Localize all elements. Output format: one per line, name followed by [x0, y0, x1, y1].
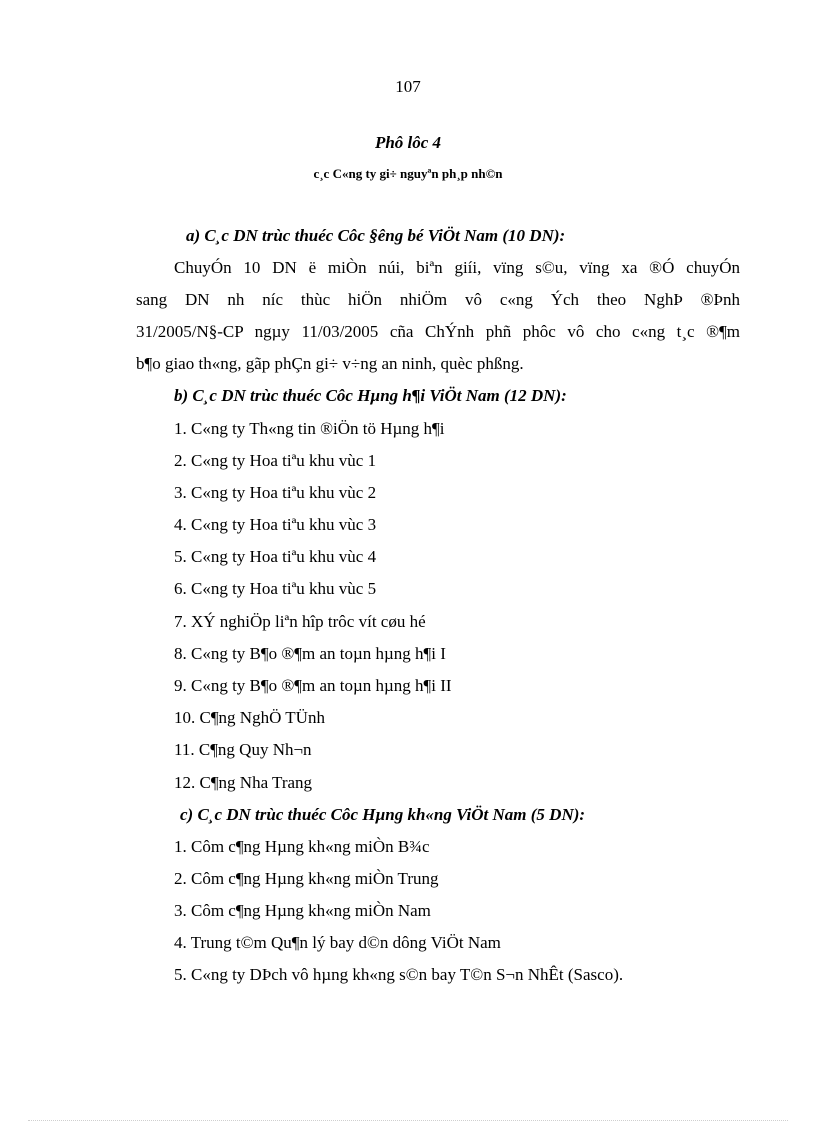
- list-item: 5. C«ng ty Hoa tiªu khu vùc 4: [174, 547, 377, 566]
- list-item: 1. Côm c¶ng Hµng kh«ng miÒn B¾c: [174, 837, 430, 856]
- list-item: 1. C«ng ty Th«ng tin ®iÖn tö Hµng h¶i: [174, 419, 445, 438]
- list-item: 9. C«ng ty B¶o ®¶m an toµn hµng h¶i II: [174, 676, 452, 695]
- section-c-heading: c) C¸c DN trùc thuéc Côc Hµng kh«ng ViÖt Nam (5 DN):: [180, 805, 586, 824]
- list-item: 4. C«ng ty Hoa tiªu khu vùc 3: [174, 515, 377, 534]
- list-item: 12. C¶ng Nha Trang: [174, 773, 313, 792]
- list-item: 2. C«ng ty Hoa tiªu khu vùc 1: [174, 451, 377, 470]
- section-a-paragraph-line: b¶o giao th«ng, gãp phÇn gi÷ v÷ng an ninh, quèc phßng.: [136, 354, 524, 373]
- list-item: 3. Côm c¶ng Hµng kh«ng miÒn Nam: [174, 901, 431, 920]
- list-item: 3. C«ng ty Hoa tiªu khu vùc 2: [174, 483, 377, 502]
- appendix-title: Phô lôc 4: [374, 133, 442, 152]
- section-a-heading: a) C¸c DN trùc thuéc Côc §êng bé ViÖt Nam (10 DN):: [186, 226, 566, 245]
- appendix-subtitle: c¸c C«ng ty gi÷ nguyªn ph¸p nh©n: [313, 166, 503, 181]
- page-number: 107: [395, 77, 421, 96]
- list-item: 2. Côm c¶ng Hµng kh«ng miÒn Trung: [174, 869, 439, 888]
- list-item: 7. XÝ nghiÖp liªn hîp trôc vít cøu hé: [174, 612, 426, 631]
- section-a-paragraph-line: ChuyÓn 10 DN ë miÒn núi, biªn giíi, vïng s©u, vïng xa ®Ó chuyÓn: [174, 258, 740, 277]
- footer-divider: [28, 1120, 788, 1121]
- section-a-paragraph-line: 31/2005/N§-CP ngµy 11/03/2005 cña ChÝnh phñ phôc vô cho c«ng t¸c ®¶m: [136, 322, 740, 341]
- section-b-heading: b) C¸c DN trùc thuéc Côc Hµng h¶i ViÖt Nam (12 DN):: [174, 386, 567, 405]
- section-a-paragraph-line: sang DN nh níc thùc hiÖn nhiÖm vô c«ng Ých theo NghÞ ®Þnh: [136, 290, 740, 309]
- list-item: 8. C«ng ty B¶o ®¶m an toµn hµng h¶i I: [174, 644, 446, 663]
- list-item: 4. Trung t©m Qu¶n lý bay d©n dông ViÖt Nam: [174, 933, 501, 952]
- list-item: 5. C«ng ty DÞch vô hµng kh«ng s©n bay T©n S¬n NhÊt (Sasco).: [174, 965, 624, 984]
- list-item: 10. C¶ng NghÖ TÜnh: [174, 708, 325, 727]
- list-item: 6. C«ng ty Hoa tiªu khu vùc 5: [174, 579, 377, 598]
- list-item: 11. C¶ng Quy Nh¬n: [174, 740, 312, 759]
